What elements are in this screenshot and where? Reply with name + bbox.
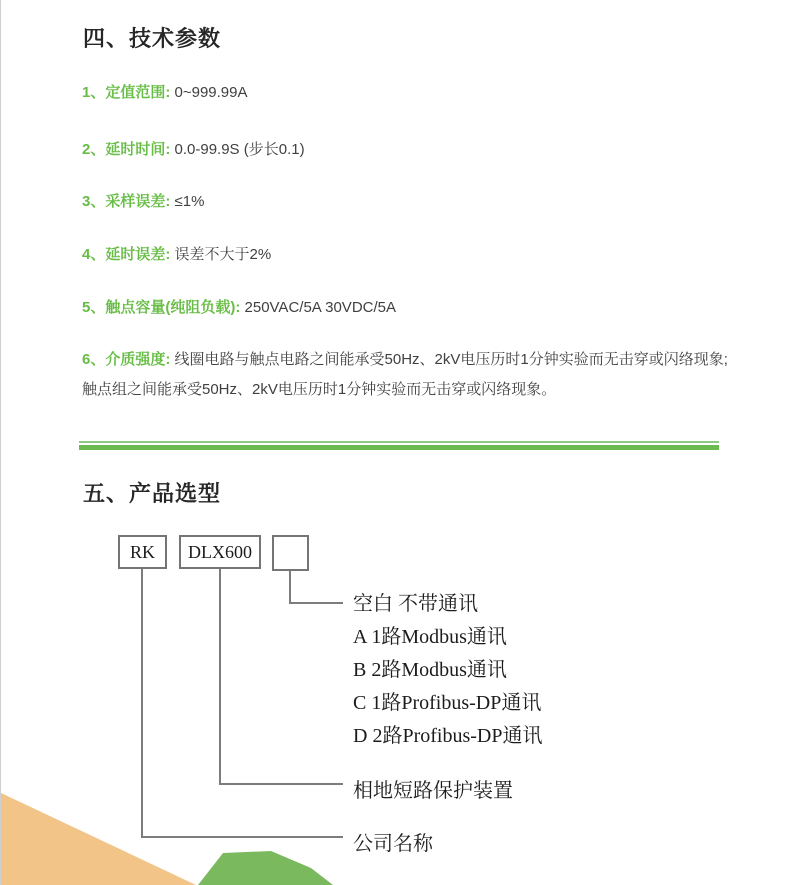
param-item-contact-capacity [82,293,737,323]
param-value: ≤1% [174,193,205,210]
param-value: 0~999.99A [174,84,248,101]
section-divider [79,441,719,450]
connector-vertical-device [219,569,221,785]
param-item-delay-error [82,240,737,270]
param-label: 3、采样误差: [82,193,171,210]
comm-option-a: A 1路Modbus通讯 [353,626,507,648]
param-label: 4、延时误差: [82,246,171,263]
decorative-corner-shapes [1,780,341,885]
connector-horizontal-device [219,783,343,785]
comm-option-d: D 2路Profibus-DP通讯 [353,725,543,747]
comm-option-blank: 空白 不带通讯 [353,593,478,615]
model-box-dlx600-text: DLX600 [188,541,252,562]
param-value: 线圈电路与触点电路之间能承受50Hz、2kV电压历时1分钟实验而无击穿或闪络现象;触点组之间能承受50Hz、2kV电压历时1分钟实验而无击穿或闪络现象。 [82,351,728,398]
param-label: 2、延时时间: [82,141,171,158]
param-label: 1、定值范围: [82,84,171,101]
decorative-green-polygon [198,851,333,885]
device-name-label: 相地短路保护装置 [353,780,513,802]
decorative-orange-triangle [1,793,196,885]
connector-horizontal-company [141,836,343,838]
param-item-sampling-error [82,187,737,217]
comm-option-b: B 2路Modbus通讯 [353,659,507,681]
param-item-dielectric-strength [82,345,737,405]
model-box-comm-blank [272,535,309,571]
param-item-range [82,78,737,108]
divider-line-thin [79,441,719,443]
connector-horizontal-comm [289,602,343,604]
param-label: 5、触点容量(纯阻负载): [82,299,241,316]
param-label: 6、介质强度: [82,351,171,368]
model-box-rk-text: RK [129,541,155,562]
param-value: 0.0-99.9S (步长0.1) [174,141,305,158]
model-box-rk [118,535,167,569]
param-item-delay-time [82,135,737,165]
company-name-label: 公司名称 [353,833,433,855]
param-value: 250VAC/5A 30VDC/5A [244,299,396,316]
section4-title: 四、技术参数 [83,26,222,51]
divider-line-thick [79,445,719,450]
comm-option-c: C 1路Profibus-DP通讯 [353,692,542,714]
connector-vertical-comm [289,571,291,604]
section5-title: 五、产品选型 [83,481,222,506]
model-box-dlx600 [179,535,261,569]
connector-vertical-company [141,569,143,837]
param-value: 误差不大于2% [174,246,272,263]
comm-options-list [353,588,542,753]
